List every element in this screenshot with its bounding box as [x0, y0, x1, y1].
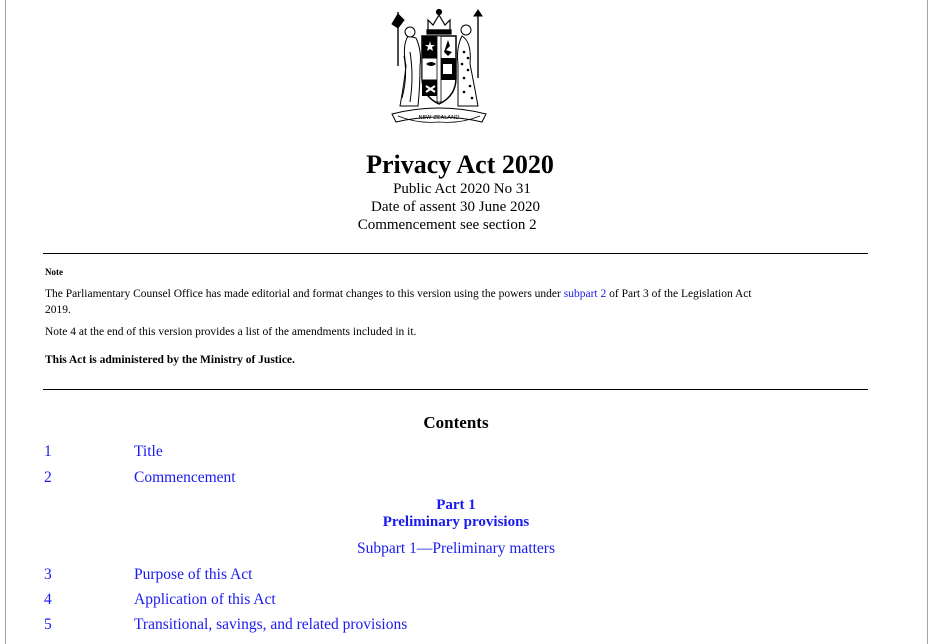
meta-label: Public Act — [393, 181, 456, 197]
divider-bottom — [43, 389, 868, 390]
divider-top — [43, 253, 868, 254]
meta-value: see section 2 — [460, 217, 537, 233]
note-paragraph-1 — [45, 286, 867, 318]
subpart-2-link[interactable]: subpart 2 — [563, 288, 607, 300]
meta-value: 30 June 2020 — [460, 199, 540, 215]
toc-item[interactable] — [44, 565, 866, 585]
note-text: 2019. — [45, 304, 71, 316]
meta-label: Commencement — [357, 217, 456, 233]
meta-row-public-act — [20, 180, 900, 198]
toc-number[interactable]: 4 — [44, 591, 52, 608]
part-number[interactable]: Part 1 — [436, 497, 476, 513]
part-title[interactable]: Preliminary provisions — [382, 514, 530, 530]
toc-number[interactable]: 1 — [44, 443, 52, 460]
toc-subpart-heading[interactable]: Subpart 1—Preliminary matters — [356, 540, 556, 557]
contents-heading: Contents — [423, 413, 489, 432]
note-section — [45, 264, 867, 368]
note-text: The Parliamentary Counsel Office has made editorial and format changes to this version using the powers under — [45, 288, 564, 300]
meta-value: 2020 No 31 — [460, 181, 531, 197]
note-text: of Part 3 of the Legislation Act — [606, 288, 752, 300]
toc-number[interactable]: 2 — [44, 469, 52, 486]
toc-number[interactable]: 5 — [44, 616, 52, 633]
act-title: Privacy Act 2020 — [366, 150, 554, 179]
meta-row-commencement — [20, 216, 900, 234]
meta-label: Date of assent — [371, 199, 456, 215]
note-heading: Note — [45, 267, 63, 277]
toc-title[interactable]: Application of this Act — [134, 591, 276, 608]
toc-title[interactable]: Commencement — [134, 469, 236, 486]
toc-title[interactable]: Title — [134, 443, 163, 460]
note-paragraph-2: Note 4 at the end of this version provides a list of the amendments included in it. — [45, 326, 417, 338]
toc-item[interactable] — [44, 468, 866, 488]
toc-part-heading[interactable] — [45, 497, 867, 531]
crest-scroll-text: NEW ZEALAND — [418, 115, 460, 121]
page-frame-left — [5, 0, 6, 644]
toc-item[interactable] — [44, 615, 866, 635]
toc-number[interactable]: 3 — [44, 566, 52, 583]
toc-title[interactable]: Transitional, savings, and related provisions — [134, 616, 408, 633]
toc-title[interactable]: Purpose of this Act — [134, 566, 253, 583]
toc-item[interactable] — [44, 442, 866, 462]
toc-item[interactable] — [44, 590, 866, 610]
administered-by: This Act is administered by the Ministry of Justice. — [45, 354, 295, 366]
meta-row-date-of-assent — [20, 198, 900, 216]
coat-of-arms-icon — [378, 6, 500, 134]
page-frame-right — [927, 0, 928, 644]
